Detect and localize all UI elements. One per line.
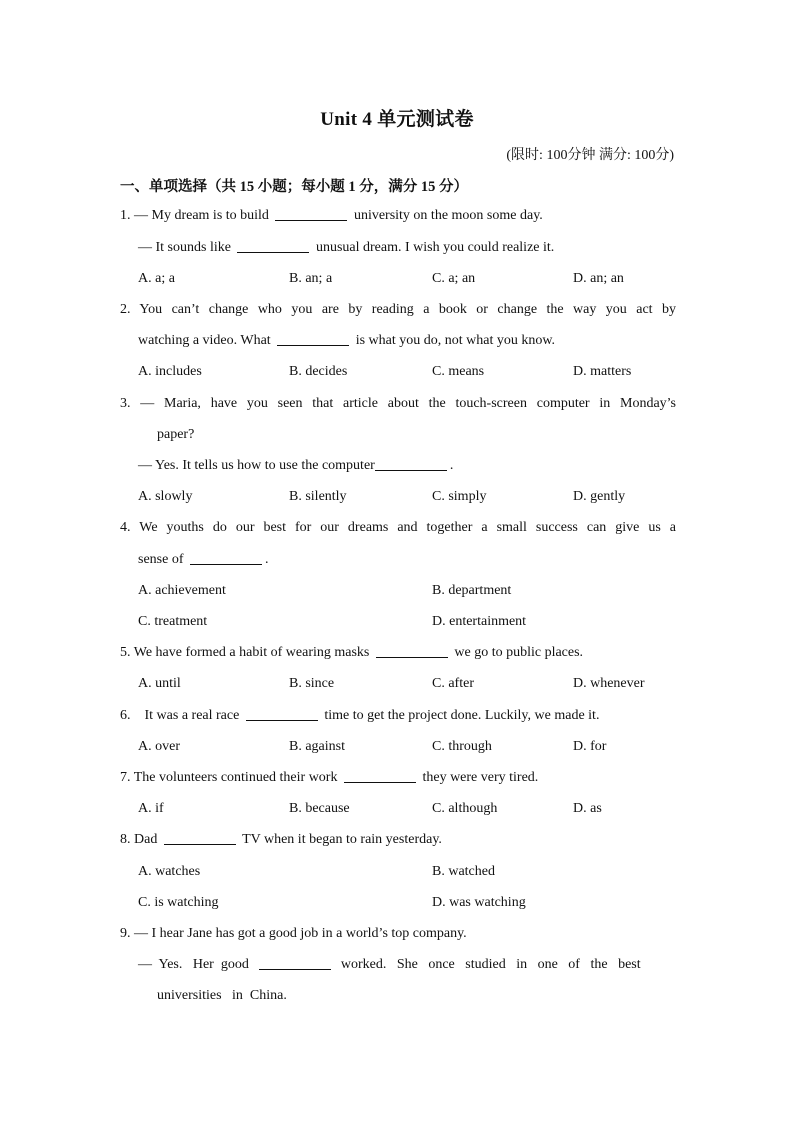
- q1-option-b[interactable]: B. an; a: [289, 271, 333, 286]
- q1-text-b: university on the moon some day.: [353, 208, 543, 223]
- page-title: Unit 4 单元测试卷: [320, 109, 474, 130]
- question-7-line: [120, 768, 676, 788]
- q1-text-a: 1. — My dream is to build: [120, 208, 269, 223]
- q3-option-a[interactable]: A. slowly: [138, 489, 193, 504]
- question-6-line: [120, 706, 676, 726]
- q1-text-c: — It sounds like: [138, 240, 231, 255]
- q9-text-a: — Yes. Her good: [138, 957, 249, 972]
- q7-blank[interactable]: [344, 768, 416, 783]
- q5-option-d[interactable]: D. whenever: [573, 676, 645, 691]
- q1-text-d: unusual dream. I wish you could realize it.: [315, 240, 555, 255]
- q2-option-c[interactable]: C. means: [432, 364, 485, 379]
- q8-option-c[interactable]: C. is watching: [138, 895, 219, 910]
- question-4-line-2: [138, 550, 676, 570]
- question-9-line-2: [138, 955, 676, 975]
- q2-text-a: watching a video. What: [138, 333, 271, 348]
- q1-option-d[interactable]: D. an; an: [573, 271, 624, 286]
- question-5-line: [120, 643, 676, 663]
- q7-option-d[interactable]: D. as: [573, 801, 602, 816]
- q5-option-c[interactable]: C. after: [432, 676, 474, 691]
- q5-option-a[interactable]: A. until: [138, 676, 181, 691]
- time-limit: (限时: 100分钟 满分: 100分): [506, 148, 674, 163]
- q5-text-b: we go to public places.: [454, 645, 584, 660]
- question-2-line-2: [138, 331, 676, 351]
- q3-blank[interactable]: [375, 456, 447, 471]
- q2-option-d[interactable]: D. matters: [573, 364, 632, 379]
- q7-text-b: they were very tired.: [422, 770, 539, 785]
- q8-blank[interactable]: [164, 830, 236, 845]
- q8-text-b: TV when it began to rain yesterday.: [242, 832, 442, 847]
- q4-text-a: sense of: [138, 552, 184, 567]
- q6-option-d[interactable]: D. for: [573, 739, 607, 754]
- q1-blank-2[interactable]: [237, 238, 309, 253]
- q5-text-a: 5. We have formed a habit of wearing masks: [120, 645, 370, 660]
- q2-blank[interactable]: [277, 331, 349, 346]
- q4-text-b: .: [265, 552, 269, 567]
- q6-option-b[interactable]: B. against: [289, 739, 345, 754]
- question-9-line-1: 9. — I hear Jane has got a good job in a world’s top company.: [120, 926, 467, 941]
- question-1-line-2: [138, 238, 676, 258]
- question-8-line: [120, 830, 676, 850]
- q4-option-b[interactable]: B. department: [432, 583, 512, 598]
- q2-option-a[interactable]: A. includes: [138, 364, 202, 379]
- q7-option-c[interactable]: C. although: [432, 801, 498, 816]
- section-heading: 一、单项选择（共 15 小题；每小题 1 分，满分 15 分）: [120, 179, 468, 195]
- q5-option-b[interactable]: B. since: [289, 676, 335, 691]
- q3-option-b[interactable]: B. silently: [289, 489, 347, 504]
- q2-text-b: is what you do, not what you know.: [355, 333, 556, 348]
- q3-text-a: — Yes. It tells us how to use the computer: [138, 458, 375, 473]
- q7-option-b[interactable]: B. because: [289, 801, 350, 816]
- q2-option-b[interactable]: B. decides: [289, 364, 348, 379]
- question-3-line-3: [138, 456, 676, 476]
- q8-text-a: 8. Dad: [120, 832, 158, 847]
- q8-option-a[interactable]: A. watches: [138, 864, 201, 879]
- q3-option-c[interactable]: C. simply: [432, 489, 487, 504]
- q1-option-a[interactable]: A. a; a: [138, 271, 175, 286]
- q5-blank[interactable]: [376, 643, 448, 658]
- q4-blank[interactable]: [190, 550, 262, 565]
- q6-option-a[interactable]: A. over: [138, 739, 180, 754]
- q4-option-a[interactable]: A. achievement: [138, 583, 226, 598]
- q1-blank-1[interactable]: [275, 206, 347, 221]
- q3-text-b: .: [449, 458, 454, 473]
- q7-text-a: 7. The volunteers continued their work: [120, 770, 338, 785]
- question-1-line-1: [120, 206, 676, 226]
- q8-option-b[interactable]: B. watched: [432, 864, 495, 879]
- q7-option-a[interactable]: A. if: [138, 801, 164, 816]
- question-2-line-1: 2. You can’t change who you are by reading a book or change the way you act by: [120, 302, 676, 317]
- q6-text-b: time to get the project done. Luckily, we made it.: [324, 708, 600, 723]
- q6-blank[interactable]: [246, 706, 318, 721]
- q1-option-c[interactable]: C. a; an: [432, 271, 476, 286]
- question-9-line-3: universities in China.: [157, 988, 287, 1003]
- question-3-line-2: paper?: [157, 427, 195, 442]
- question-4-line-1: 4. We youths do our best for our dreams and together a small success can give us a: [120, 520, 676, 535]
- q9-blank[interactable]: [259, 955, 331, 970]
- q9-text-b: worked. She once studied in one of the best: [340, 957, 641, 972]
- question-3-line-1: 3. — Maria, have you seen that article about the touch-screen computer in Monday’s: [120, 396, 676, 411]
- q4-option-c[interactable]: C. treatment: [138, 614, 208, 629]
- q6-option-c[interactable]: C. through: [432, 739, 492, 754]
- q4-option-d[interactable]: D. entertainment: [432, 614, 527, 629]
- q6-text-a: 6. It was a real race: [120, 708, 240, 723]
- q8-option-d[interactable]: D. was watching: [432, 895, 526, 910]
- q3-option-d[interactable]: D. gently: [573, 489, 626, 504]
